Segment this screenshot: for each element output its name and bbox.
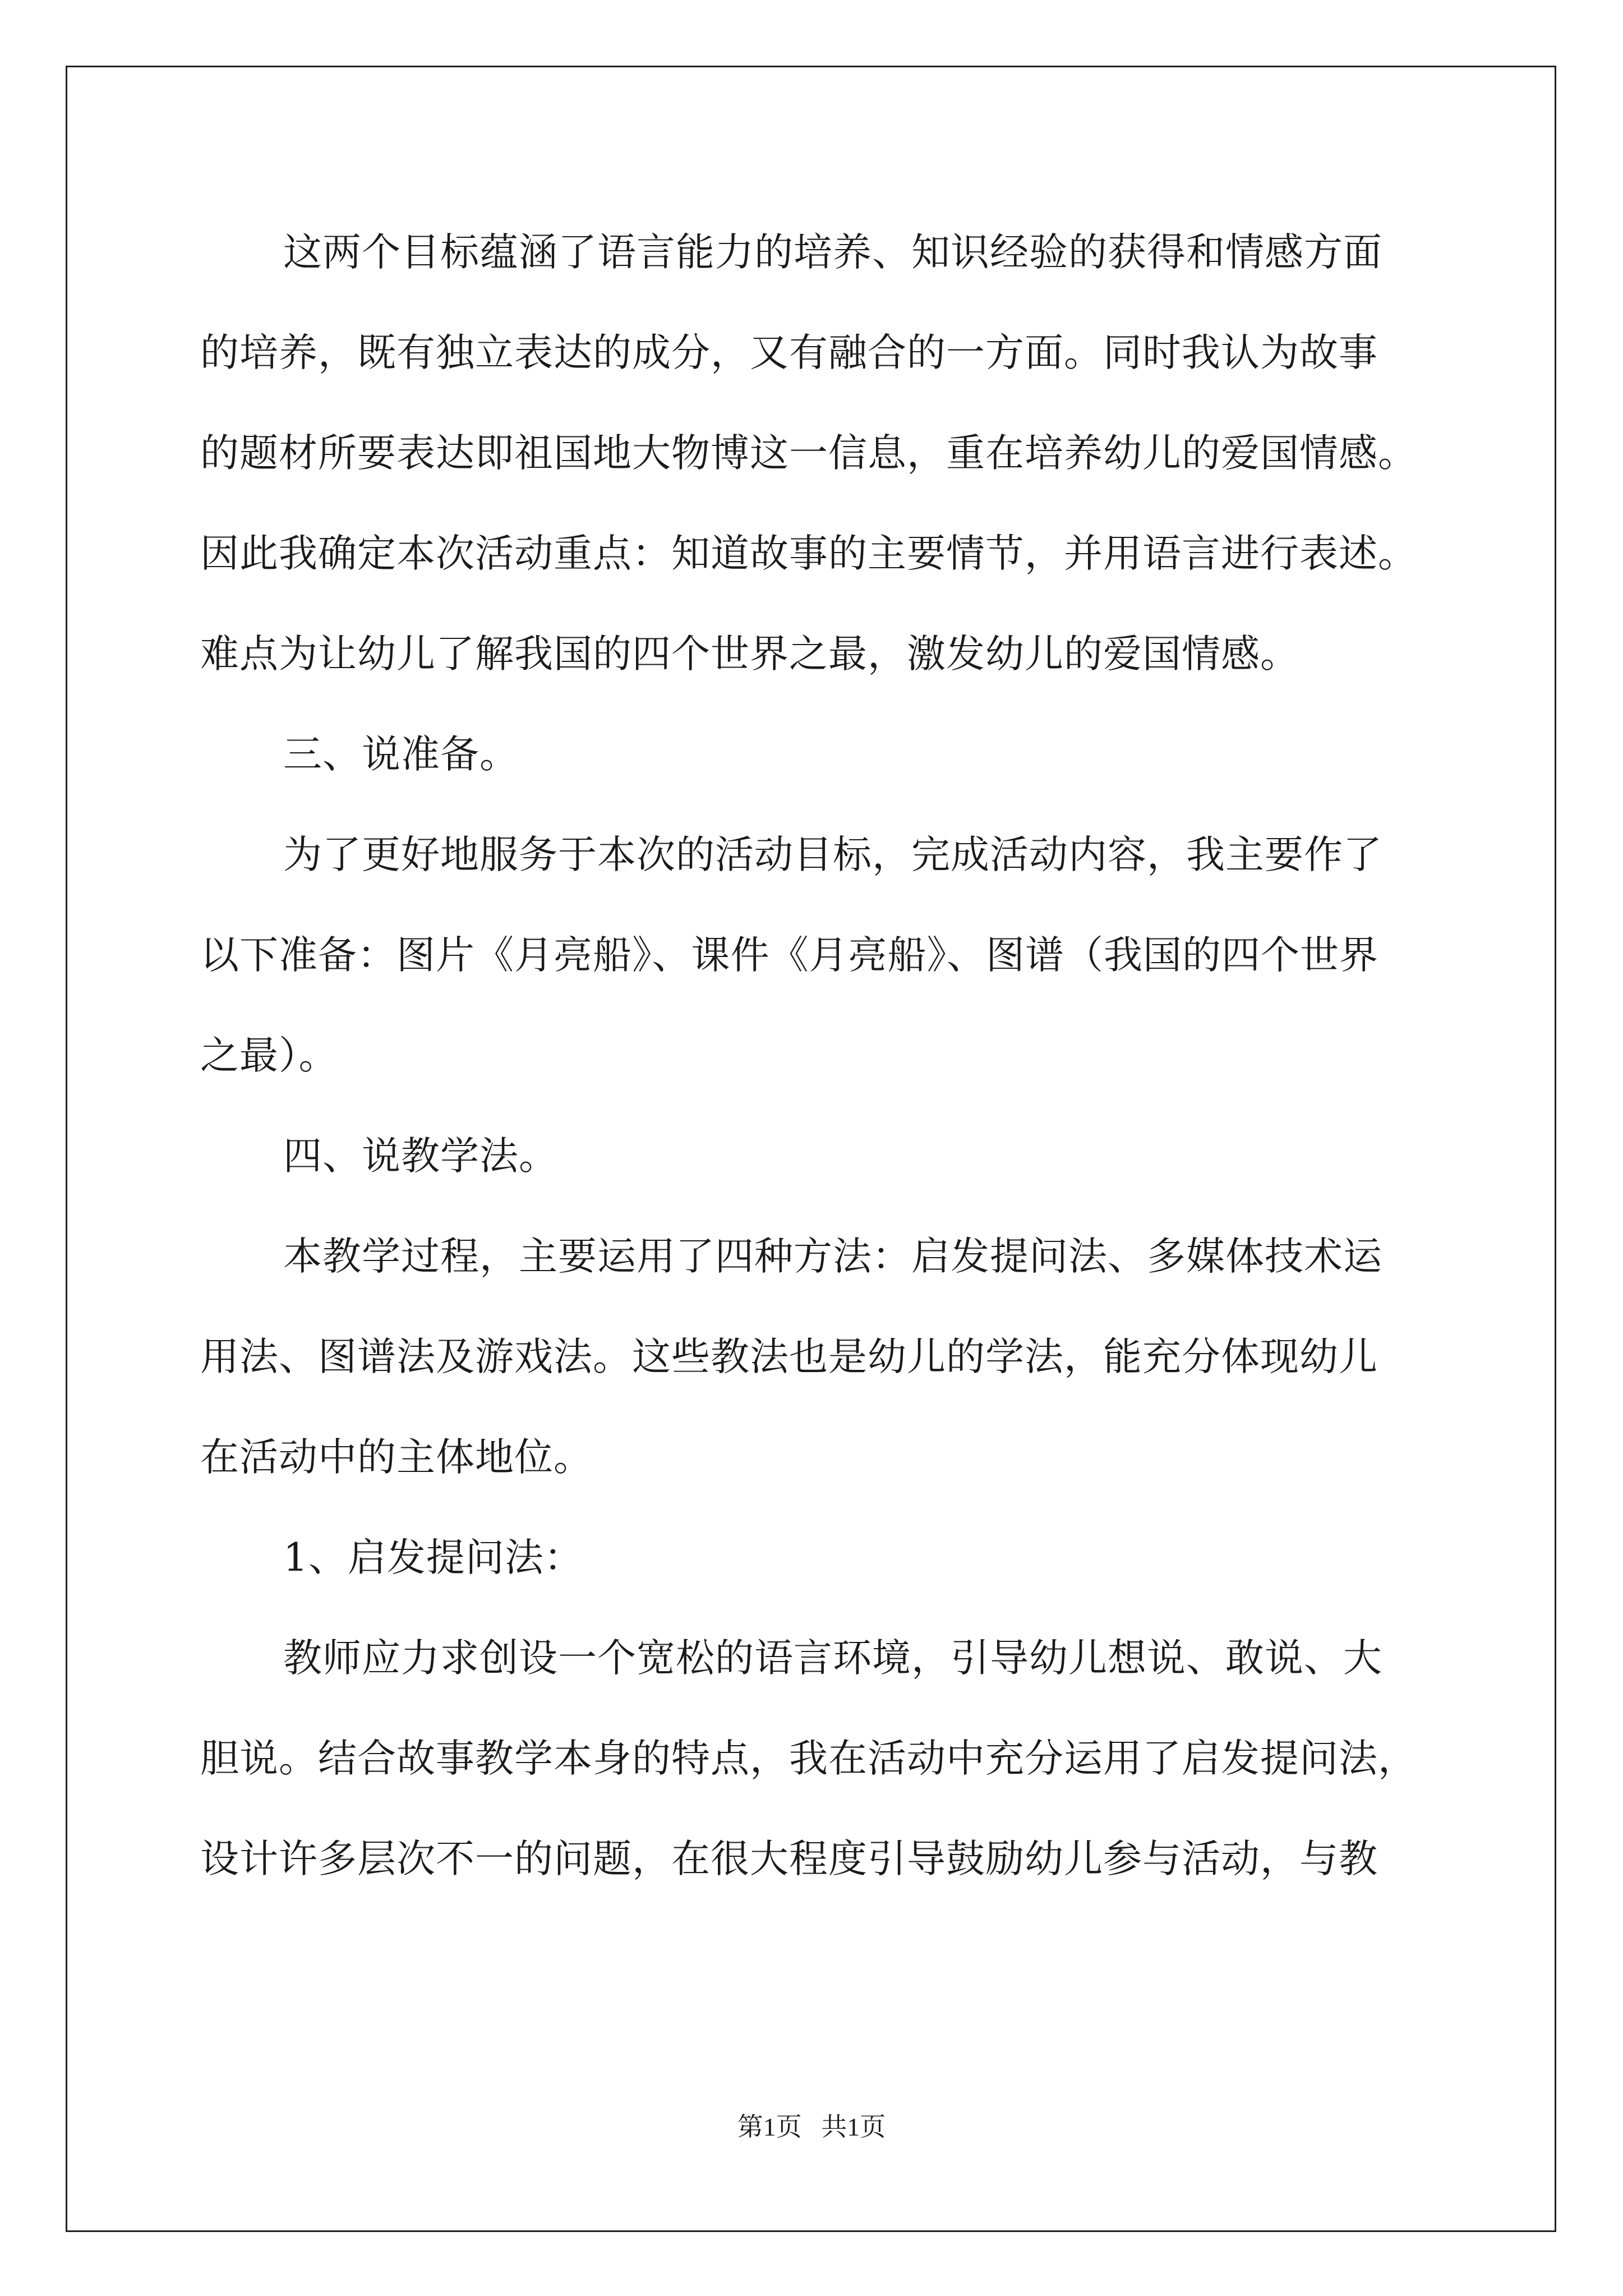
paragraph-line: 以下准备：图片《月亮船》、课件《月亮船》、图谱（我国的四个世界 bbox=[200, 933, 1378, 978]
paragraph-line: 因此我确定本次活动重点：知道故事的主要情节，并用语言进行表述。 bbox=[200, 531, 1417, 576]
paragraph-line: 难点为让幼儿了解我国的四个世界之最，激发幼儿的爱国情感。 bbox=[200, 632, 1299, 677]
paragraph-line: 的题材所要表达即祖国地大物博这一信息，重在培养幼儿的爱国情感。 bbox=[200, 431, 1417, 476]
paragraph-line: 为了更好地服务于本次的活动目标，完成活动内容，我主要作了 bbox=[283, 832, 1382, 877]
paragraph-line: 在活动中的主体地位。 bbox=[200, 1435, 593, 1480]
paragraph-line: 本教学过程，主要运用了四种方法：启发提问法、多媒体技术运 bbox=[283, 1234, 1382, 1279]
paragraph-line: 设计许多层次不一的问题，在很大程度引导鼓励幼儿参与活动，与教 bbox=[200, 1837, 1378, 1881]
section-heading: 三、说准备。 bbox=[283, 732, 519, 777]
paragraph-line: 这两个目标蕴涵了语言能力的培养、知识经验的获得和情感方面 bbox=[283, 230, 1382, 275]
paragraph-line: 之最）。 bbox=[200, 1033, 338, 1078]
paragraph-line: 胆说。结合故事教学本身的特点，我在活动中充分运用了启发提问法， bbox=[200, 1736, 1417, 1781]
paragraph-line: 用法、图谱法及游戏法。这些教法也是幼儿的学法，能充分体现幼儿 bbox=[200, 1335, 1378, 1379]
section-heading: 四、说教学法。 bbox=[283, 1134, 558, 1179]
page-number-footer: 第1页 共1页 bbox=[737, 2113, 886, 2141]
paragraph-line: 教师应力求创设一个宽松的语言环境，引导幼儿想说、敢说、大 bbox=[283, 1636, 1382, 1681]
paragraph-line: 的培养，既有独立表达的成分，又有融合的一方面。同时我认为故事 bbox=[200, 330, 1378, 375]
subsection-heading: 1、启发提问法： bbox=[283, 1535, 583, 1580]
